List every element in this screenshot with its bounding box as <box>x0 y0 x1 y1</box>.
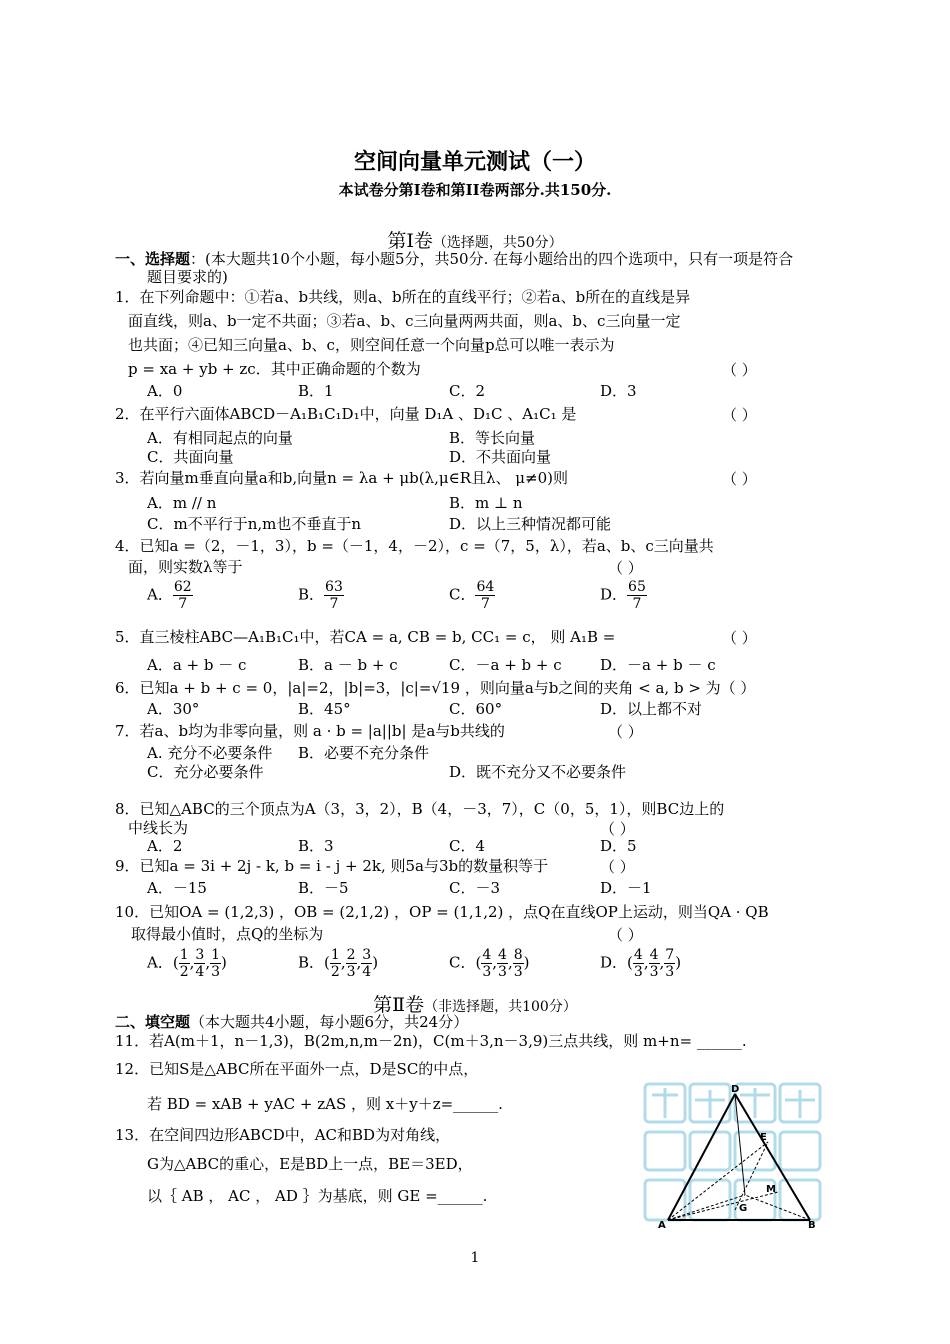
q9-option-d: D．－1 <box>600 879 652 897</box>
point-label-e: E <box>760 1132 767 1143</box>
q10-d-n3: 7 <box>665 947 675 963</box>
q4-d-denominator: 7 <box>632 596 642 612</box>
page-subtitle: 本试卷分第Ⅰ卷和第II卷两部分.共150分. <box>338 181 612 199</box>
q10-c-frac2 <box>497 947 508 980</box>
q13-line1: 13．在空间四边形ABCD中，AC和BD为对角线， <box>115 1126 451 1144</box>
q4-option-d-fraction <box>627 579 647 612</box>
q10-d-frac1 <box>633 947 644 980</box>
q5-line1: 5．直三棱柱ABC—A₁B₁C₁中，若CA = a, CB = b, CC₁ = c， 则 A₁B = <box>115 628 616 646</box>
q8-line2: 中线长为 <box>128 819 189 837</box>
q2-option-a: A．有相同起点的向量 <box>147 429 293 447</box>
q12-line2: 若 BD = xAB + yAC + zAS ，则 x＋y＋z=______. <box>147 1095 503 1113</box>
q10-option-a: A．( $\frac{1}{2}$ , $\frac{3}{4}$ , $\frac{1}{3}$ ) <box>147 947 227 980</box>
q10-answer-paren: （ ） <box>608 926 643 944</box>
q5-option-d: D．－a + b － c <box>600 656 716 674</box>
q10-b-frac3 <box>361 947 372 980</box>
q10-d-frac2 <box>649 947 660 980</box>
q10-c-d1: 3 <box>482 964 492 980</box>
q4-option-a <box>147 579 193 612</box>
part1-instructions <box>115 249 793 269</box>
q6-option-c: C．60° <box>449 700 503 718</box>
q1-option-b: B．1 <box>298 382 334 400</box>
q10-b-frac1 <box>330 947 341 980</box>
q10-d-d1: 3 <box>633 964 643 980</box>
q4-option-b-fraction <box>324 579 344 612</box>
q7-answer-paren: （ ） <box>608 723 643 741</box>
q4-option-d-label: D． <box>600 585 628 604</box>
part2-instr-text: （本大题共4小题，每小题6分，共24分） <box>190 1013 469 1031</box>
q10-b-d3: 4 <box>362 964 372 980</box>
q1-line2: 面直线，则a、b一定不共面；③若a、b、c三向量两两共面，则a、b、c三向量一定 <box>128 312 681 330</box>
q5-option-c: C．－a + b + c <box>449 656 562 674</box>
q2-answer-paren: （ ） <box>722 406 757 424</box>
q6-option-d: D．以上都不对 <box>600 700 703 718</box>
q4-option-c <box>449 579 495 612</box>
q10-a-d2: 4 <box>195 964 205 980</box>
q10-d-d2: 3 <box>649 964 659 980</box>
q9-line1: 9．已知a = 3i + 2j - k, b = i - j + 2k, 则5a与3b的数量积等于 <box>115 857 549 875</box>
q3-option-a: A．m // n <box>147 494 217 512</box>
vertex-label-d: D <box>731 1084 740 1095</box>
part1-instr-label: 一、选择题 <box>115 250 191 268</box>
q4-b-denominator: 7 <box>329 596 339 612</box>
q8-answer-paren: （ ） <box>600 820 635 838</box>
q12-line1: 12．已知S是△ABC所在平面外一点，D是SC的中点， <box>115 1060 479 1078</box>
q10-option-b-label: B． <box>298 953 325 972</box>
q7-option-a: A. 充分不必要条件 <box>147 744 273 762</box>
q10-c-n2: 4 <box>498 947 507 963</box>
q10-b-n1: 1 <box>330 947 340 963</box>
q1-line3: 也共面；④已知三向量a、b、c，则空间任意一个向量p总可以唯一表示为 <box>128 336 615 354</box>
q4-option-c-label: C． <box>449 585 476 604</box>
q8-option-a: A．2 <box>147 837 183 855</box>
q2-option-d: D．不共面向量 <box>449 448 552 466</box>
q9-option-b: B．－5 <box>298 879 349 897</box>
q6-option-b: B．45° <box>298 700 351 718</box>
q4-d-numerator: 65 <box>628 579 646 595</box>
point-label-g: G <box>739 1203 748 1214</box>
q4-option-b <box>298 579 344 612</box>
vertex-label-a: A <box>658 1220 666 1230</box>
q10-b-d2: 3 <box>346 964 356 980</box>
q8-option-b: B．3 <box>298 837 334 855</box>
q10-option-c: C．( $\frac{4}{3}$ , $\frac{4}{3}$ , $\frac{8}{3}$ ) <box>449 947 530 980</box>
q4-option-d <box>600 579 647 612</box>
q4-c-numerator: 64 <box>476 579 495 595</box>
q10-line2: 取得最小值时，点Q的坐标为 <box>131 925 324 943</box>
q10-a-d3: 3 <box>211 964 221 980</box>
q4-a-numerator: 62 <box>173 579 192 595</box>
q7-line1: 7．若a、b均为非零向量，则 a · b = |a||b| 是a与b共线的 <box>115 722 505 740</box>
q1-line1: 1．在下列命题中：①若a、b共线，则a、b所在的直线平行；②若a、b所在的直线是异 <box>115 288 691 306</box>
q10-a-frac2 <box>194 947 205 980</box>
q10-d-n1: 4 <box>633 947 643 963</box>
q8-option-d: D．5 <box>600 837 637 855</box>
q2-option-c: C．共面向量 <box>147 448 234 466</box>
part1-instr-text: ：(本大题共10个小题，每小题5分，共50分. 在每小题给出的四个选项中，只有一项是符合 <box>190 250 794 268</box>
tetrahedron-figure <box>640 1080 825 1230</box>
q3-line1: 3．若向量m垂直向量a和b,向量n = λa + μb(λ,μ∈R且λ、 μ≠0)则 <box>115 469 569 487</box>
q3-answer-paren: （ ） <box>722 470 757 488</box>
q10-option-b: B．( $\frac{1}{2}$ , $\frac{2}{3}$ , $\frac{3}{4}$ ) <box>298 947 379 980</box>
q10-d-n2: 4 <box>649 947 659 963</box>
q10-b-frac2 <box>346 947 357 980</box>
q7-option-c: C．充分必要条件 <box>147 763 264 781</box>
part2-instr-label: 二、填空题 <box>115 1013 191 1031</box>
q10-option-a-label: A． <box>147 953 173 972</box>
q10-c-n1: 4 <box>482 947 492 963</box>
q3-option-b: B．m ⊥ n <box>449 494 523 512</box>
q5-answer-paren: （ ） <box>722 629 757 647</box>
q6-option-a: A．30° <box>147 700 200 718</box>
q10-b-n3: 3 <box>362 947 372 963</box>
q8-line1: 8．已知△ABC的三个顶点为A（3，3，2），B（4，－3，7），C（0，5，1），则BC边上的 <box>115 800 725 818</box>
q6-line1: 6．已知a + b + c = 0，|a|=2，|b|=3，|c|=√19 ，则向量a与b之间的夹角 < a, b > 为（ ） <box>115 679 756 697</box>
q5-option-a: A．a + b － c <box>147 656 247 674</box>
q13-line3: 以｛ AB ， AC ， AD ｝为基底，则 GE =______. <box>147 1187 488 1205</box>
part2-title: 第Ⅱ卷 <box>373 994 425 1016</box>
q11-line: 11．若A(m＋1，n－1,3)，B(2m,n,m－2n)，C(m＋3,n－3,9)三点共线，则 m+n= ______. <box>115 1032 747 1050</box>
part1-instr-text2: 题目要求的) <box>147 268 228 286</box>
q2-option-b: B．等长向量 <box>449 429 536 447</box>
q10-a-frac3 <box>210 947 221 980</box>
q1-answer-paren: （ ） <box>722 361 757 379</box>
q10-c-frac3 <box>513 947 524 980</box>
q10-option-d: D．( $\frac{4}{3}$ , $\frac{4}{3}$ , $\frac{7}{3}$ ) <box>600 947 682 980</box>
q10-a-n2: 3 <box>195 947 205 963</box>
q8-option-c: C．4 <box>449 837 486 855</box>
part2-note: （非选择题，共100分） <box>424 999 577 1015</box>
q13-line2: G为△ABC的重心，E是BD上一点，BE＝3ED， <box>147 1155 473 1173</box>
q4-line1: 4．已知a =（2，－1，3），b =（－1，4，－2），c =（7，5，λ），若a、b、c三向量共 <box>115 537 714 555</box>
q5-option-b: B．a － b + c <box>298 656 398 674</box>
q4-option-c-fraction <box>475 579 495 612</box>
q7-option-b: B．必要不充分条件 <box>298 744 430 762</box>
q9-answer-paren: （ ） <box>600 858 635 876</box>
q1-option-d: D．3 <box>600 382 637 400</box>
q10-option-d-label: D． <box>600 953 628 972</box>
part1-title: 第Ⅰ卷 <box>387 230 433 252</box>
part2-instructions <box>115 1012 468 1032</box>
q10-option-c-label: C． <box>449 953 476 972</box>
q4-option-a-label: A． <box>147 585 173 604</box>
q10-d-frac3 <box>664 947 675 980</box>
q4-answer-paren: （ ） <box>608 559 643 577</box>
q4-a-denominator: 7 <box>178 596 188 612</box>
q10-c-d3: 3 <box>513 964 523 980</box>
q4-b-numerator: 63 <box>325 579 343 595</box>
q4-line2: 面，则实数λ等于 <box>128 558 243 576</box>
q10-line1: 10．已知OA = (1,2,3) ，OB = (2,1,2) ，OP = (1,1,2) ，点Q在直线OP上运动，则当QA · QB <box>115 903 769 921</box>
q4-option-a-fraction <box>173 579 193 612</box>
q4-c-denominator: 7 <box>480 596 490 612</box>
q1-option-c: C．2 <box>449 382 486 400</box>
q1-line4: p = xa + yb + zc．其中正确命题的个数为 <box>128 360 421 378</box>
q10-a-n1: 1 <box>179 947 189 963</box>
q10-c-d2: 3 <box>498 964 507 980</box>
q3-option-c: C．m不平行于n,m也不垂直于n <box>147 515 362 533</box>
q10-a-frac1 <box>179 947 190 980</box>
q10-b-d1: 2 <box>330 964 340 980</box>
watermark-logo <box>645 1084 820 1220</box>
q4-option-b-label: B． <box>298 585 325 604</box>
q10-d-d3: 3 <box>665 964 675 980</box>
q10-a-n3: 1 <box>211 947 221 963</box>
point-label-m: M <box>766 1184 776 1195</box>
part1-note: （选择题，共50分） <box>432 235 563 251</box>
q9-option-c: C．－3 <box>449 879 501 897</box>
page-title: 空间向量单元测试（一） <box>353 150 596 175</box>
q10-c-n3: 8 <box>513 947 523 963</box>
vertex-label-b: B <box>808 1220 816 1230</box>
q9-option-a: A．－15 <box>147 879 207 897</box>
q3-option-d: D．以上三种情况都可能 <box>449 515 612 533</box>
q1-option-a: A．0 <box>147 382 183 400</box>
q10-c-frac1 <box>481 947 492 980</box>
q10-a-d1: 2 <box>179 964 189 980</box>
q2-line1: 2．在平行六面体ABCD－A₁B₁C₁D₁中，向量 D₁A 、D₁C 、A₁C₁ 是 <box>115 405 577 423</box>
q7-option-d: D．既不充分又不必要条件 <box>449 763 627 781</box>
figure-labels <box>658 1084 816 1230</box>
q10-b-n2: 2 <box>346 947 356 963</box>
page-number: 1 <box>470 1250 480 1266</box>
